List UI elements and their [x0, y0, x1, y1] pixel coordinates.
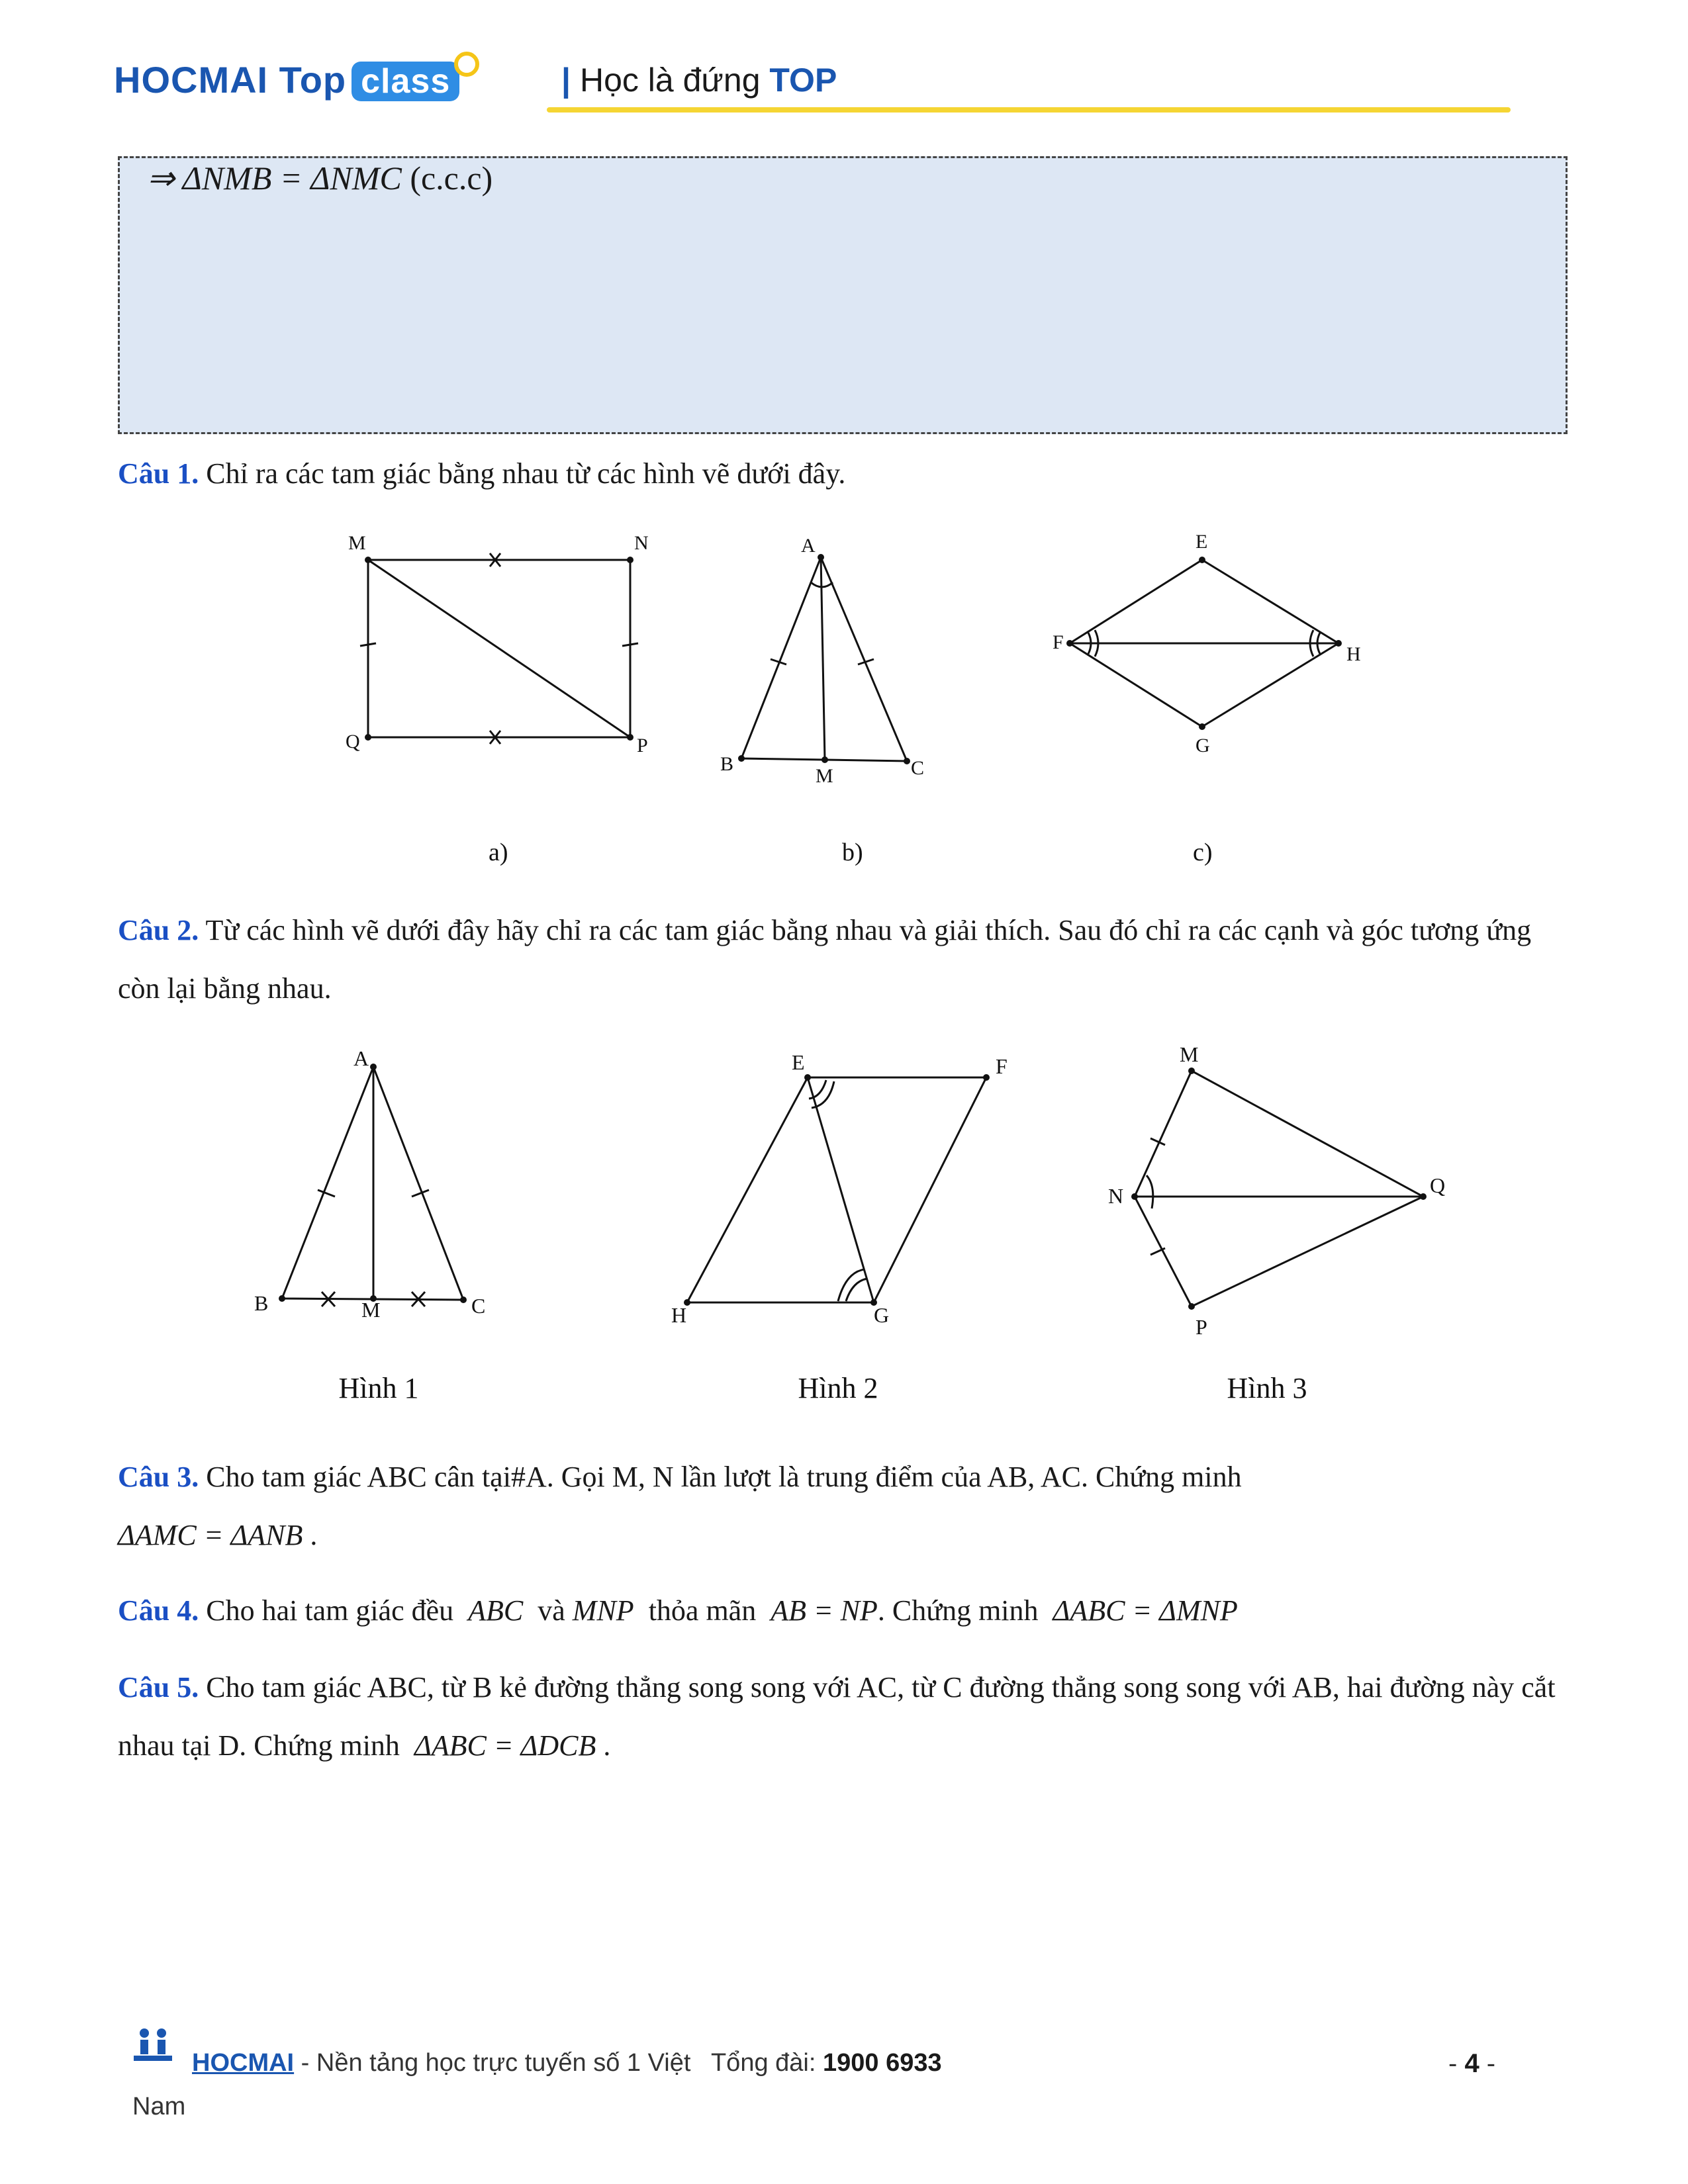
fig1b-label-B: B: [720, 753, 734, 775]
question-5-text: Cho tam giác ABC, từ B kẻ đường thẳng song song với AC, từ C đường thẳng song song với AB, hai đường này cắt nhau tại D. Chứng minh: [118, 1671, 1556, 1762]
hinh1-caption: Hình 1: [338, 1372, 419, 1404]
hinh2-label-H: H: [671, 1303, 687, 1327]
footer-line: [132, 2049, 942, 2077]
fig1b-caption: b): [842, 839, 863, 866]
fig1b-label-C: C: [911, 757, 925, 779]
question-1: [118, 445, 1574, 503]
fig1c-label-F: F: [1053, 631, 1064, 653]
fig1c-label-E: E: [1196, 531, 1208, 553]
figure-hinh-1: [245, 1039, 523, 1423]
question-4-math-2: MNP: [572, 1594, 634, 1627]
header-underline: [547, 107, 1511, 113]
hinh1-label-B: B: [254, 1291, 269, 1315]
fig1b-label-A: A: [801, 535, 816, 557]
hinh3-label-M: M: [1180, 1042, 1199, 1066]
fig1a-caption: a): [489, 839, 508, 866]
footer-hotline-label: Tổng đài:: [710, 2049, 816, 2077]
footer-tagline: - Nền tảng học trực tuyến số 1 Việt: [301, 2049, 691, 2077]
question-2: [118, 901, 1574, 1018]
slogan-text: Học là đứng: [580, 62, 761, 99]
question-4-math-1: ABC: [468, 1594, 524, 1627]
fig1b-label-M: M: [816, 765, 833, 787]
hinh2-label-G: G: [874, 1303, 890, 1327]
hinh2-label-F: F: [996, 1054, 1008, 1078]
hinh1-label-A: A: [353, 1046, 369, 1070]
question-1-label: Câu 1.: [118, 457, 199, 490]
hinh3-label-P: P: [1196, 1315, 1207, 1339]
question-4: [118, 1582, 1574, 1640]
answer-box: [118, 156, 1568, 434]
logo-class-badge: class: [352, 62, 459, 101]
question-4-text-3: thỏa mãn: [648, 1594, 757, 1627]
sun-icon: [454, 52, 479, 77]
logo-text: HOCMAI Top: [114, 59, 347, 101]
figure-hinh-2: [655, 1039, 1026, 1423]
page-number: - 4 -: [1448, 2049, 1496, 2078]
fig1c-label-H: H: [1346, 643, 1361, 665]
hinh1-label-M: M: [361, 1298, 381, 1322]
question-5-math: ΔABC = ΔDCB: [414, 1729, 596, 1762]
fig1a-label-Q: Q: [346, 731, 360, 752]
fig1c-label-G: G: [1196, 735, 1210, 756]
question-2-label: Câu 2.: [118, 914, 199, 946]
fig1a-label-N: N: [634, 532, 649, 554]
slogan-separator: |: [561, 62, 571, 99]
question-4-math-4: ΔABC = ΔMNP: [1053, 1594, 1238, 1627]
answer-note: (c.c.c): [410, 159, 493, 197]
question-2-text: Từ các hình vẽ dưới đây hãy chỉ ra các tam giác bằng nhau và giải thích. Sau đó chỉ ra các cạnh và góc tương ứng còn lại bằng nhau.: [118, 914, 1532, 1005]
fig1a-label-P: P: [637, 735, 648, 756]
hinh2-caption: Hình 2: [798, 1372, 878, 1404]
hinh3-label-N: N: [1108, 1184, 1124, 1208]
figure-hinh-3: [1072, 1039, 1483, 1423]
footer-brand-link[interactable]: HOCMAI: [192, 2049, 295, 2077]
question-5-label: Câu 5.: [118, 1671, 199, 1704]
question-3-text: Cho tam giác ABC cân tại#A. Gọi M, N lần lượt là trung điểm của AB, AC. Chứng minh: [206, 1461, 1242, 1493]
fig1a-label-M: M: [348, 532, 366, 554]
question-3-math: ΔAMC = ΔANB: [118, 1519, 303, 1551]
figure-1a: [331, 523, 675, 874]
hinh3-label-Q: Q: [1430, 1173, 1446, 1197]
hinh2-label-E: E: [792, 1050, 805, 1074]
hinh3-caption: Hình 3: [1227, 1372, 1307, 1404]
footer-tagline-2: Nam: [132, 2093, 186, 2120]
slogan: [561, 61, 837, 99]
question-5: [118, 1659, 1574, 1775]
figure-1b: [702, 523, 953, 874]
slogan-strong: TOP: [769, 62, 837, 99]
question-3-end: .: [310, 1519, 318, 1551]
question-1-text: Chỉ ra các tam giác bằng nhau từ các hình vẽ dưới đây.: [206, 457, 846, 490]
question-4-text-1: Cho hai tam giác đều: [206, 1594, 454, 1627]
figure-1c: [1039, 523, 1383, 874]
answer-line: [147, 159, 492, 197]
question-4-text-4: . Chứng minh: [877, 1594, 1039, 1627]
page-number-value: 4: [1464, 2049, 1479, 2078]
fig1c-caption: c): [1193, 839, 1213, 866]
question-4-math-3: AB = NP: [771, 1594, 878, 1627]
brand-logo: [114, 58, 479, 101]
question-3: [118, 1448, 1574, 1565]
hinh1-label-C: C: [471, 1294, 486, 1318]
answer-math: ⇒ ΔNMB = ΔNMC: [147, 159, 402, 197]
question-5-end: .: [603, 1729, 611, 1762]
question-4-text-2: và: [538, 1594, 565, 1627]
footer-hotline: 1900 6933: [822, 2049, 942, 2077]
question-3-label: Câu 3.: [118, 1461, 199, 1493]
question-4-label: Câu 4.: [118, 1594, 199, 1627]
